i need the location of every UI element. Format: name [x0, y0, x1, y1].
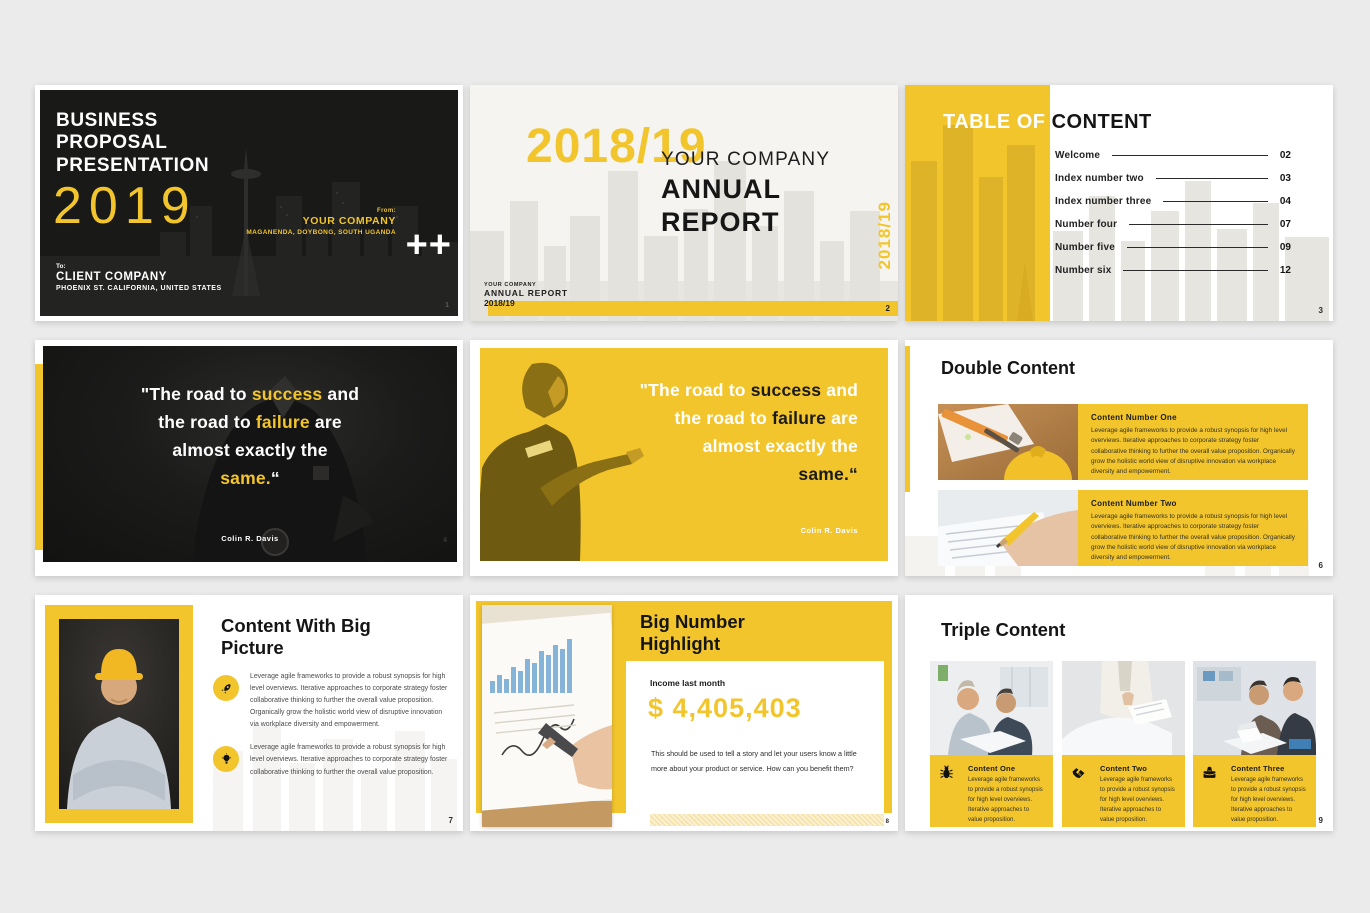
page-title	[943, 111, 1152, 134]
leader-line	[1163, 201, 1267, 202]
meeting-photo-one	[930, 661, 1053, 755]
page-title: Double Content	[941, 358, 1075, 378]
tools-photo-graphic	[938, 404, 1078, 480]
company-name: YOUR COMPANY	[661, 149, 831, 170]
from-block	[246, 208, 396, 236]
to-company: CLIENT COMPANY	[56, 271, 168, 283]
dark-city-photo	[40, 90, 458, 316]
bullet-body: Leverage agile frameworks to provide a robust synopsis for high level overviews. Iterative approaches to corporate strategy foster collaborative thinking to further the overall value proposition.	[250, 744, 448, 776]
office-photo-graphic	[1193, 661, 1316, 755]
page-number: 1	[445, 302, 449, 309]
cover-year: 2019	[53, 177, 197, 235]
quote-author: Colin R. Davis	[221, 534, 279, 543]
from-label: From:	[377, 208, 396, 214]
content-card-three	[1193, 755, 1316, 827]
accent-side-strip	[905, 346, 910, 492]
businessman-dark-photo	[43, 346, 457, 562]
leader-line	[1156, 178, 1268, 179]
quote-text: "The road to success and the road to failure are almost exactly the same.“	[639, 380, 858, 484]
from-address: MAGANENDA, DOYBONG, SOUTH UGANDA	[246, 229, 396, 236]
annual-report-title: ANNUAL REPORT	[661, 174, 781, 237]
from-company: YOUR COMPANY	[302, 215, 396, 227]
leader-line	[1123, 270, 1267, 271]
documents-photo-two	[1062, 661, 1185, 755]
page-number: 9	[1318, 816, 1323, 825]
card-heading: Content Two	[1100, 764, 1148, 773]
plus-marks-decoration: ++	[405, 224, 452, 266]
slide-5-quote-yellow[interactable]	[470, 340, 898, 576]
title-part-light: TABLE OF	[943, 111, 1052, 133]
content-heading: Content Number Two	[1091, 499, 1177, 508]
bullet-list	[213, 671, 449, 790]
bullet-body: Leverage agile frameworks to provide a robust synopsis for high level overviews. Iterative approaches to corporate strategy foster collaborative thinking to further the overall value proposition. Organically grow the holistic world view of disruptive innovation via workplace diversity and empowerment.	[250, 673, 448, 729]
rocket-icon	[213, 675, 239, 701]
to-label: To:	[56, 263, 66, 270]
page-number: 3	[1318, 306, 1323, 315]
bullet-item-one	[213, 671, 449, 731]
laptop-meeting-photo-three	[1193, 661, 1316, 755]
highlight-same: same.	[798, 464, 850, 484]
big-year-text: 2018/19	[526, 120, 707, 173]
toc-item-six[interactable]: Number six 12	[1055, 264, 1291, 276]
lightbulb-icon	[213, 746, 239, 772]
to-address: PHOENIX ST. CALIFORNIA, UNITED STATES	[56, 285, 222, 292]
content-card-two	[1062, 755, 1185, 827]
writing-hand-photo	[938, 490, 1078, 566]
card-heading: Content One	[968, 764, 1016, 773]
page-number: 4	[443, 537, 447, 544]
kpi-value: $ 4,405,403	[648, 693, 802, 723]
kpi-panel	[626, 661, 884, 829]
kpi-label: Income last month	[650, 678, 726, 688]
bullet-item-two	[213, 742, 449, 778]
content-column-one	[930, 661, 1053, 827]
page-number: 8	[885, 819, 889, 825]
highlight-failure: failure	[772, 408, 827, 428]
vertical-year-text: 2018/19	[875, 201, 894, 270]
content-heading: Content Number One	[1091, 413, 1177, 422]
quote-author: Colin R. Davis	[800, 526, 858, 535]
content-box-one	[1078, 404, 1308, 480]
page-number: 6	[1318, 561, 1323, 570]
briefcase-icon	[1202, 765, 1217, 780]
toc-item-four[interactable]: Number four 07	[1055, 218, 1291, 230]
leader-line	[1127, 247, 1268, 248]
hatch-decoration	[650, 814, 884, 826]
tools-helmet-photo	[938, 404, 1078, 480]
content-column-two	[1062, 661, 1185, 827]
slide-2-annual-report-cover[interactable]	[470, 85, 898, 321]
highlight-same: same.	[220, 468, 271, 488]
page-title: Content With Big Picture	[221, 615, 371, 659]
toc-item-two[interactable]: Index number two 03	[1055, 172, 1291, 184]
footer-block: YOUR COMPANY ANNUAL REPORT 2018/19	[484, 282, 568, 308]
chart-papers-photo	[482, 605, 612, 827]
slide-4-quote-dark[interactable]	[35, 340, 463, 576]
content-box-two	[1078, 490, 1308, 566]
card-body: Leverage agile frameworks to provide a robust synopsis for high level overviews. Iterative approaches to value proposition.	[1231, 777, 1306, 823]
slide-8-big-number-highlight[interactable]	[470, 595, 898, 831]
content-card-one	[930, 755, 1053, 827]
slide-7-content-big-picture[interactable]	[35, 595, 463, 831]
title-part-dark: CONTENT	[1051, 111, 1152, 133]
quote-text: "The road to success and the road to failure are almost exactly the same.“	[140, 384, 360, 488]
leader-line	[1112, 155, 1268, 156]
slide-9-triple-content[interactable]	[905, 595, 1333, 831]
slide-3-table-of-content[interactable]	[905, 85, 1333, 321]
toc-item-five[interactable]: Number five 09	[1055, 241, 1291, 253]
bug-icon	[939, 765, 954, 780]
worker-portrait-photo	[59, 619, 179, 809]
page-title: Triple Content	[941, 619, 1066, 640]
light-city-background	[470, 85, 898, 321]
card-body: Leverage agile frameworks to provide a robust synopsis for high level overviews. Iterative approaches to value proposition.	[968, 777, 1043, 823]
slide-6-double-content[interactable]	[905, 340, 1333, 576]
toc-item-welcome[interactable]: Welcome 02	[1055, 149, 1291, 161]
pointing-man-yellow-photo	[480, 348, 888, 561]
to-block	[56, 263, 222, 292]
toc-list	[1055, 149, 1291, 287]
highlight-success: success	[251, 384, 323, 404]
office-photo-graphic	[1062, 661, 1185, 755]
content-body: Leverage agile frameworks to provide a robust synopsis for high level overviews. Iterative approaches to corporate strategy foster collaborative thinking to further the overall value proposition. Organically grow the holistic world view of disruptive innovation via workplace diversity and empowerment.	[1091, 427, 1295, 475]
page-title: Big Number Highlight	[640, 611, 745, 655]
kpi-description: This should be used to tell a story and let your users know a little more about your product or service. How can you benefit them?	[651, 749, 857, 774]
writing-photo-graphic	[938, 490, 1078, 566]
highlight-failure: failure	[255, 412, 310, 432]
page-number: 2	[885, 304, 890, 313]
card-heading: Content Three	[1231, 764, 1285, 773]
slide-1-business-proposal-cover[interactable]	[35, 85, 463, 321]
handshake-icon	[1071, 765, 1086, 780]
accent-side-strip	[35, 364, 43, 550]
cover-title: BUSINESS PROPOSAL PRESENTATION	[56, 110, 210, 176]
toc-item-three[interactable]: Index number three 04	[1055, 195, 1291, 207]
leader-line	[1129, 224, 1268, 225]
highlight-success: success	[750, 380, 822, 400]
page-number: 7	[448, 816, 453, 825]
content-column-three	[1193, 661, 1316, 827]
worker-graphic	[59, 619, 179, 809]
chart-photo-graphic	[482, 605, 612, 827]
card-body: Leverage agile frameworks to provide a robust synopsis for high level overviews. Iterative approaches to value proposition.	[1100, 777, 1175, 823]
panel-skyline-graphic	[905, 111, 1050, 321]
content-body: Leverage agile frameworks to provide a robust synopsis for high level overviews. Iterative approaches to corporate strategy foster collaborative thinking to further the overall value proposition. Organically grow the holistic world view of disruptive innovation via workplace diversity and empowerment.	[1091, 513, 1295, 561]
office-photo-graphic	[930, 661, 1053, 755]
